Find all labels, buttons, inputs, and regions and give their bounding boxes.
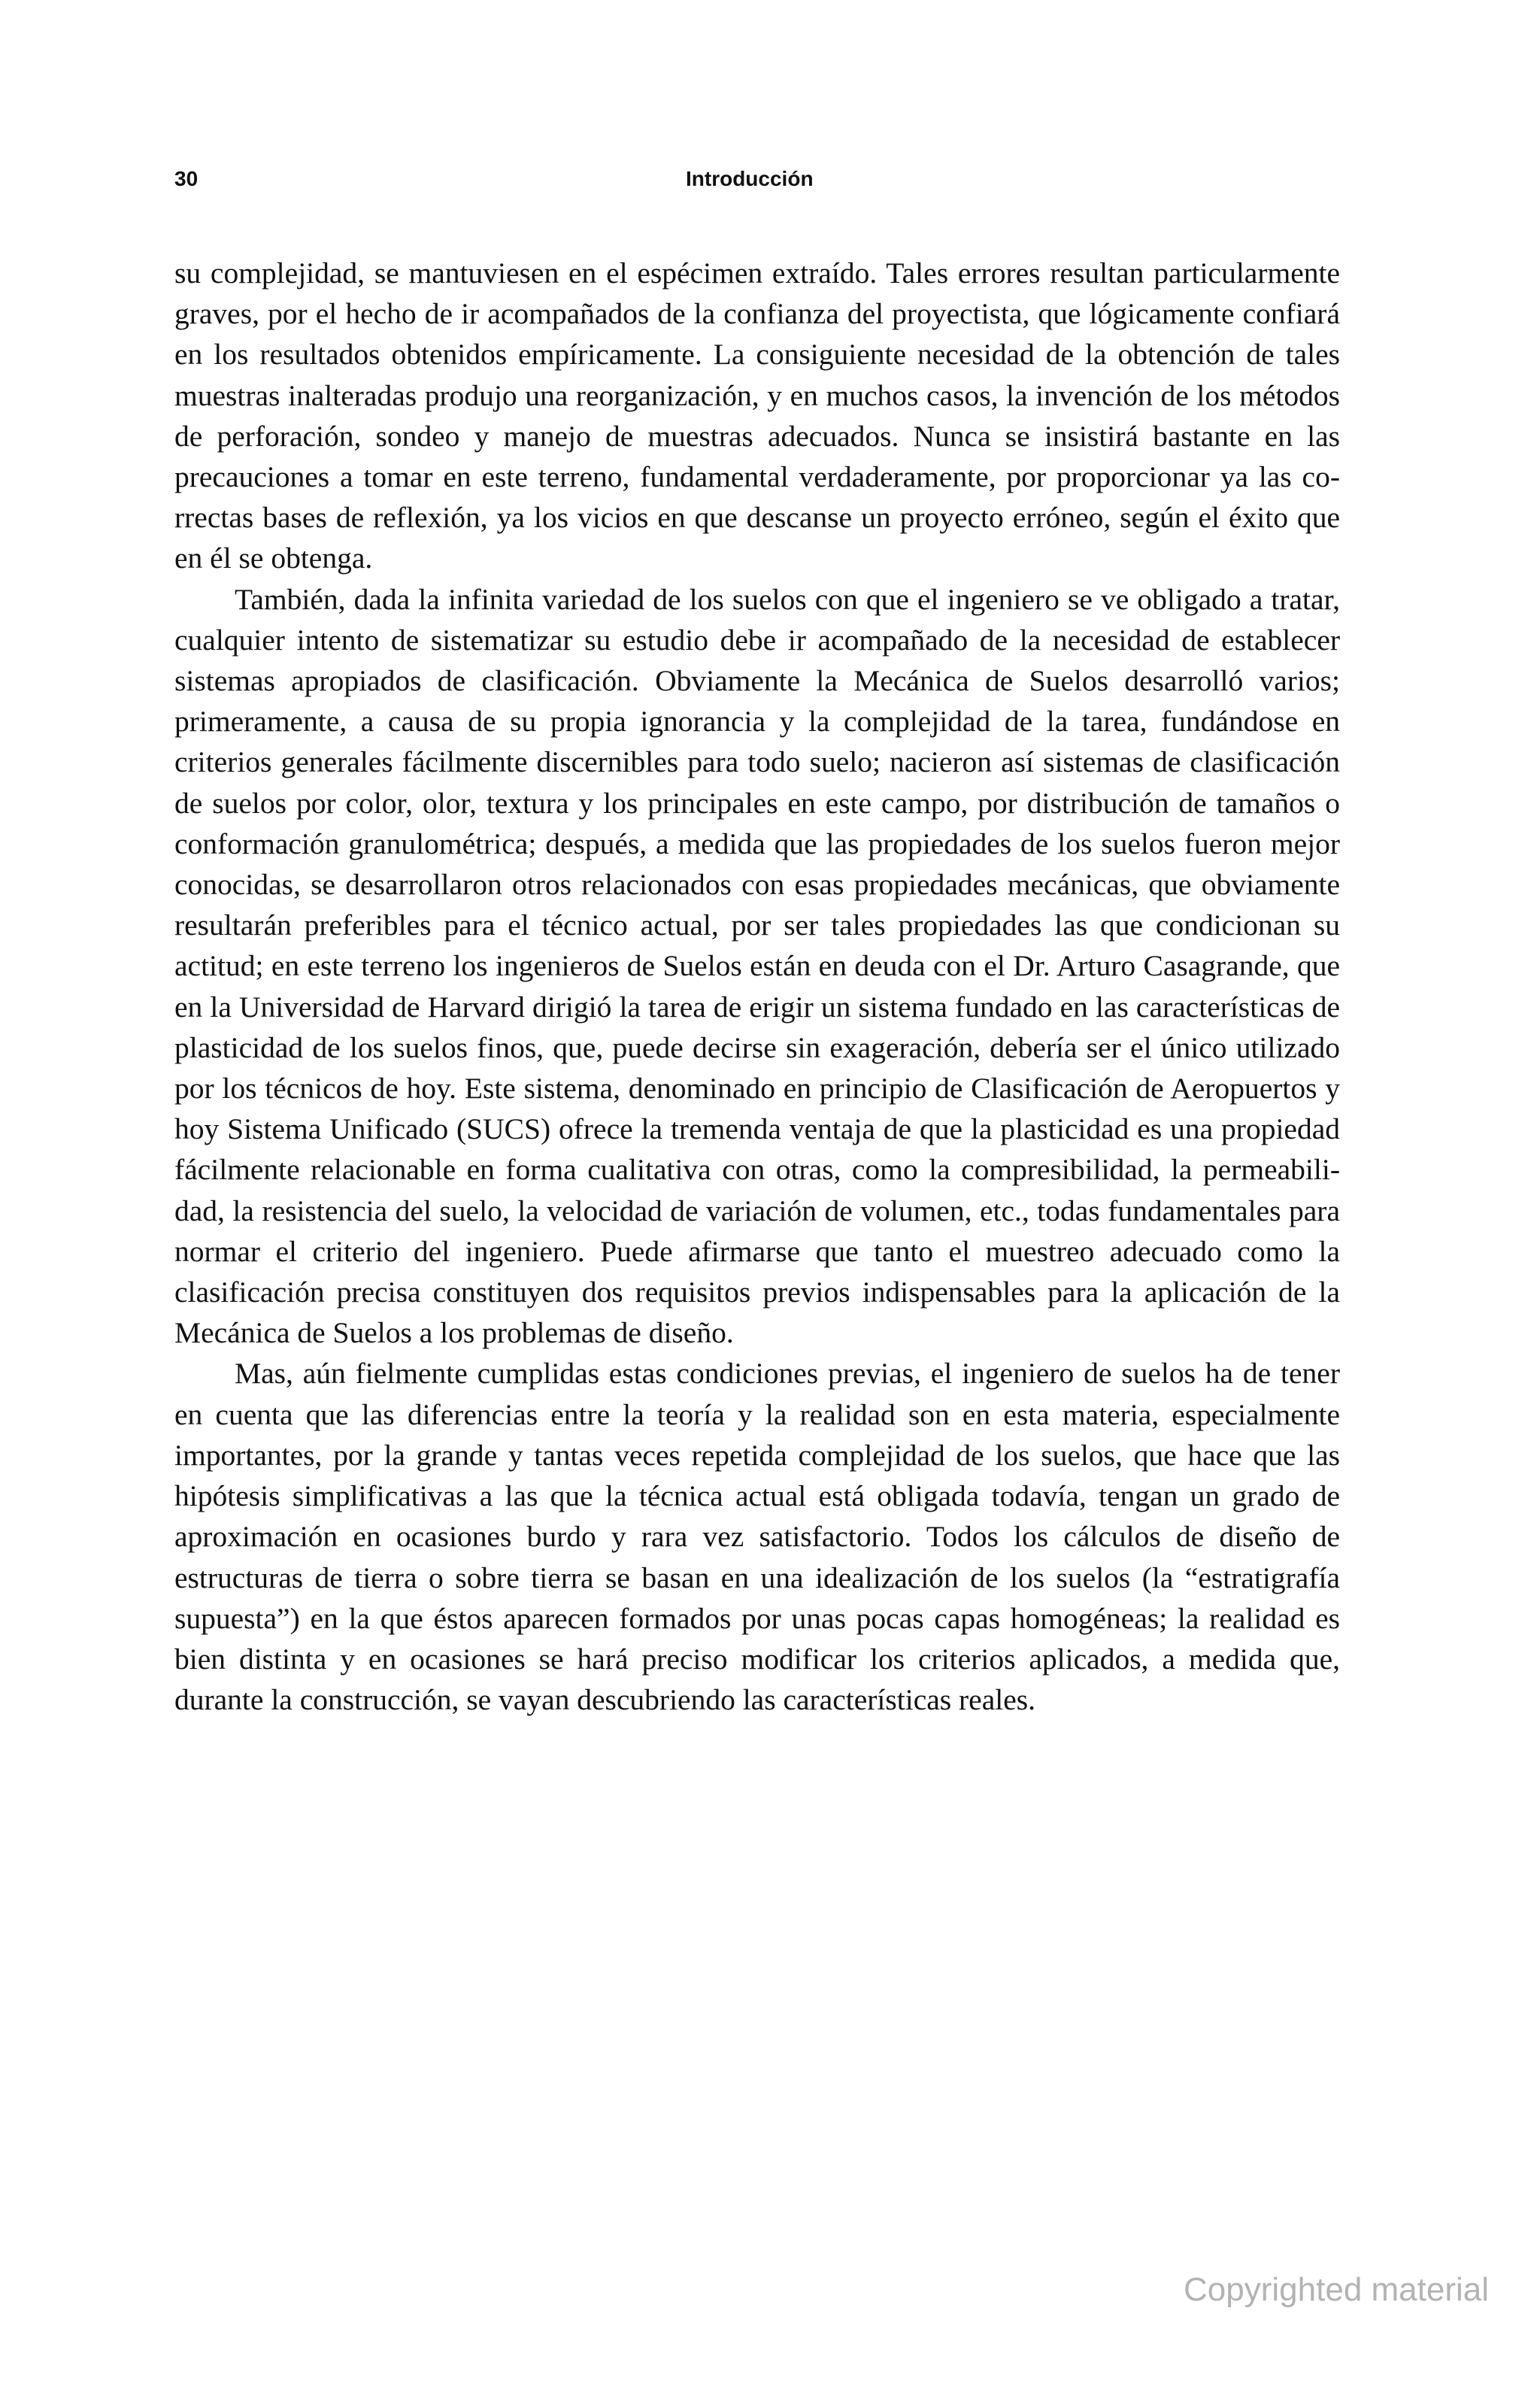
copyright-watermark: Copyrighted material [1184, 2271, 1489, 2308]
running-head: Introducción [686, 167, 814, 190]
page-header [174, 167, 1340, 205]
paragraph-1: su complejidad, se mantuviesen en el espécimen extraído. Tales errores resultan particularmente graves, por el hecho de ir acompañados de la confianza del proyectista, que lógicamente confiará en los resultados obtenidos empíricamente. La consiguiente necesidad de la obtención de tales muestras inalteradas produjo una reorganización, y en muchos casos, la invención de los métodos de perforación, sondeo y manejo de muestras adecuados. Nunca se insistirá bastante en las precauciones a tomar en este terreno, fundamental verdaderamente, por proporcionar ya las correctas bases de reflexión, ya los vicios en que descanse un proyecto erróneo, según el éxito que en él se obtenga. [174, 256, 1340, 575]
paragraph-3: Mas, aún fielmente cumplidas estas condiciones previas, el ingeniero de suelos ha de tener en cuenta que las diferencias entre la teoría y la realidad son en esta materia, especialmente importantes, por la grande y tantas veces repetida complejidad de los suelos, que hace que las hipótesis simplificativas a las que la técnica actual está obligada todavía, tengan un grado de aproximación en ocasiones burdo y rara vez satisfactorio. Todos los cálculos de diseño de estructuras de tierra o sobre tierra se basan en una idealización de los suelos (la “estratigrafía supuesta”) en la que éstos aparecen formados por unas pocas capas homogéneas; la realidad es bien distinta y en ocasiones se hará preciso modificar los criterios aplicados, a medida que, durante la construcción, se vayan descubriendo las características reales. [174, 1357, 1340, 1717]
paragraph-2: También, dada la infinita variedad de los suelos con que el ingeniero se ve obligado a tratar, cualquier intento de sistematizar su estudio debe ir acompañado de la necesidad de establecer sistemas apropiados de clasificación. Obviamente la Mecánica de Suelos desarrolló varios; primeramente, a causa de su propia ignorancia y la complejidad de la tarea, fundándose en criterios generales fácilmente discernibles para todo suelo; nacieron así sistemas de clasificación de suelos por color, olor, textura y los principales en este campo, por distribución de tamaños o conformación granulométrica; después, a medida que las propiedades de los suelos fueron mejor conocidas, se desarrollaron otros relacionados con esas propiedades mecánicas, que obviamente resultarán preferibles para el técnico actual, por ser tales propiedades las que condicionan su actitud; en este terreno los ingenieros de Suelos están en deuda con el Dr. Arturo Casagrande, que en la Universidad de Harvard dirigió la tarea de erigir un sistema fundado en las características de plasticidad de los suelos finos, que, puede decirse sin exageración, debería ser el único utilizado por los técnicos de hoy. Este sistema, denominado en principio de Clasificación de Aeropuertos y hoy Sistema Unificado (SUCS) ofrece la tremenda ventaja de que la plasticidad es una propiedad fácilmente relacionable en forma cualitativa con otras, como la compresibilidad, la permeabilidad, la resistencia del suelo, la velocidad de variación de volumen, etc., todas fundamentales para normar el criterio del ingeniero. Puede afirmarse que tanto el muestreo adecuado como la clasificación precisa constituyen dos requisitos previos indispensables para la aplicación de la Mecánica de Suelos a los problemas de diseño. [174, 582, 1340, 1350]
page-number: 30 [174, 167, 199, 190]
body-text [174, 253, 1340, 1720]
